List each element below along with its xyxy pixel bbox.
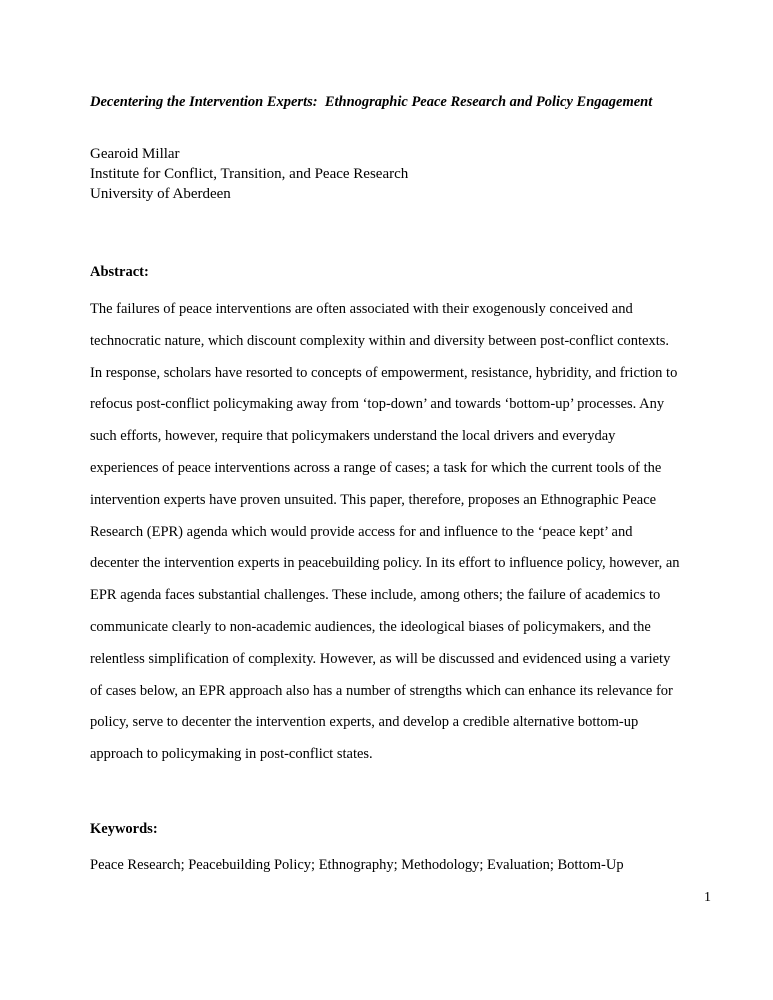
abstract-heading: Abstract: (90, 264, 149, 280)
abstract-body: The failures of peace interventions are often associated with their exogenously conceived and technocratic nature, which discount complexity within and diversity between post-conflict contexts. In response, scholars have resorted to concepts of empowerment, resistance, hybridity, and friction to refocus post-conflict policymaking away from ‘top-down’ and towards ‘bottom-up’ processes. Any such efforts, however, require that policymakers understand the local drivers and everyday experiences of peace interventions across a range of cases; a task for which the current tools of the intervention experts have proven unsuited. This paper, therefore, proposes an Ethnographic Peace Research (EPR) agenda which would provide access for and influence to the ‘peace kept’ and decenter the intervention experts in peacebuilding policy. In its effort to influence policy, however, an EPR agenda faces substantial challenges. These include, among others; the failure of academics to communicate clearly to non-academic audiences, the ideological biases of policymakers, and the relentless simplification of complexity. However, as will be discussed and evidenced using a variety of cases below, an EPR approach also has a number of strengths which can enhance its relevance for policy, serve to decenter the intervention experts, and develop a credible alternative bottom-up approach to policymaking in post-conflict states. (90, 301, 680, 763)
page-number: 1 (704, 890, 711, 905)
author-name: Gearoid Millar (90, 146, 180, 162)
keywords-body: Peace Research; Peacebuilding Policy; Ethnography; Methodology; Evaluation; Bottom-Up (90, 856, 624, 873)
author-institute: Institute for Conflict, Transition, and Peace Research (90, 166, 409, 182)
author-university: University of Aberdeen (90, 186, 231, 202)
keywords-heading: Keywords: (90, 820, 158, 837)
author-block (90, 144, 681, 204)
paper-title: Decentering the Intervention Experts: Ethnographic Peace Research and Policy Engagement (90, 94, 653, 110)
